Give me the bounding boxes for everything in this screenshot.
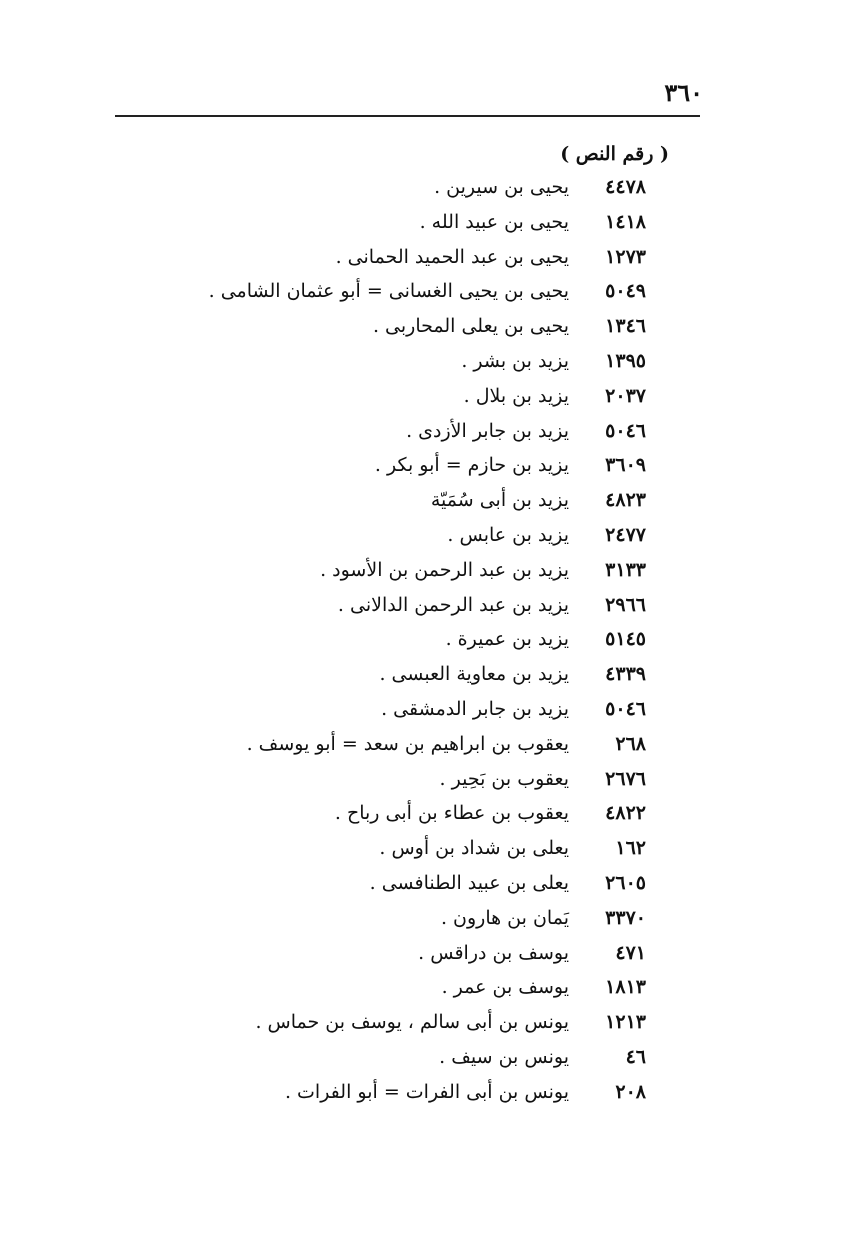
entry-text-number: ٢٠٨ [615, 1080, 646, 1103]
index-entry [0, 1040, 861, 1075]
entry-text-number: ٤٤٧٨ [605, 176, 646, 198]
entry-person-name: يحيى بن يحيى الغسانى = أبو عثمان الشامى . [208, 280, 569, 303]
index-entry [0, 727, 861, 762]
entry-text-number: ٢٠٣٧ [605, 384, 646, 407]
entry-text-number: ٤٨٢٣ [605, 489, 646, 512]
entry-person-name: يزيد بن بشر . [461, 349, 569, 372]
entry-text-number: ٤٣٣٩ [605, 663, 646, 686]
index-entry [0, 657, 861, 692]
entry-person-name: يوسف بن عمر . [441, 976, 569, 999]
entry-text-number: ١٦٢ [615, 837, 646, 860]
entry-text-number: ٢٩٦٦ [605, 593, 646, 616]
entry-text-number: ٢٦٨ [615, 732, 646, 755]
entry-person-name: يزيد بن عبد الرحمن بن الأسود . [320, 558, 569, 581]
entry-person-name: يعقوب بن بَحِير . [439, 767, 569, 790]
entry-person-name: يعلى بن عبيد الطنافسى . [369, 871, 569, 894]
entry-person-name: يزيد بن جابر الدمشقى . [381, 697, 569, 720]
entry-text-number: ٥٠٤٦ [605, 697, 646, 720]
index-entry [0, 274, 861, 309]
entry-text-number: ١٢١٣ [605, 1011, 646, 1034]
entry-person-name: يزيد بن حازم = أبو بكر . [374, 454, 569, 477]
index-entry [0, 309, 861, 344]
index-entry [0, 831, 861, 866]
entry-text-number: ٢٦٧٦ [605, 767, 646, 790]
index-entry [0, 344, 861, 379]
entry-text-number: ١٣٩٥ [605, 349, 646, 372]
entry-text-number: ٤٦ [625, 1045, 646, 1068]
index-entry [0, 553, 861, 588]
index-entry [0, 901, 861, 936]
entry-text-number: ٣٦٠٩ [605, 454, 646, 477]
index-entry [0, 1075, 861, 1110]
entry-person-name: يونس بن أبى سالم ، يوسف بن حماس . [255, 1011, 569, 1034]
entry-person-name: يزيد بن عابس . [447, 523, 569, 546]
index-entry [0, 518, 861, 553]
entry-person-name: يعقوب بن ابراهيم بن سعد = أبو يوسف . [246, 732, 569, 755]
entry-text-number: ٢٦٠٥ [605, 871, 646, 894]
entry-text-number: ٤٨٢٢ [605, 802, 646, 825]
entry-text-number: ٥٠٤٦ [605, 419, 646, 442]
entry-person-name: يزيد بن معاوية العبسى . [379, 663, 569, 686]
index-entry [0, 240, 861, 275]
entry-text-number: ١٤١٨ [605, 210, 646, 233]
header-rule [115, 115, 700, 117]
entry-person-name: يزيد بن أبى سُمَيّة [430, 489, 569, 512]
entry-text-number: ٢٤٧٧ [605, 523, 646, 546]
index-entry [0, 379, 861, 414]
entry-person-name: يزيد بن جابر الأزدى . [406, 419, 569, 442]
entry-text-number: ٣٣٧٠ [605, 906, 646, 929]
index-entry [0, 483, 861, 518]
index-entries-list [0, 170, 861, 1110]
entry-person-name: يعقوب بن عطاء بن أبى رباح . [334, 802, 569, 825]
entry-person-name: يَمان بن هارون . [440, 906, 569, 929]
entry-person-name: يزيد بن بلال . [463, 384, 569, 407]
entry-person-name: يزيد بن عميرة . [445, 628, 569, 651]
entry-text-number: ١٨١٣ [605, 976, 646, 999]
entry-text-number: ٣١٣٣ [605, 558, 646, 581]
index-entry [0, 936, 861, 971]
index-entry [0, 588, 861, 623]
index-entry [0, 448, 861, 483]
entry-text-number: ٥١٤٥ [605, 628, 646, 651]
entry-text-number: ٤٧١ [615, 941, 646, 964]
index-entry [0, 762, 861, 797]
index-entry [0, 622, 861, 657]
index-entry [0, 796, 861, 831]
index-entry [0, 205, 861, 240]
column-header-text-number: ( رقم النص ) [560, 143, 669, 165]
index-entry [0, 170, 861, 205]
entry-person-name: يحيى بن يعلى المحاربى . [372, 315, 569, 338]
entry-person-name: يعلى بن شداد بن أوس . [379, 837, 569, 860]
entry-person-name: يحيى بن عبيد الله . [419, 210, 569, 233]
entry-person-name: يحيى بن عبد الحميد الحمانى . [335, 245, 569, 268]
index-entry [0, 692, 861, 727]
entry-text-number: ١٢٧٣ [605, 245, 646, 268]
index-entry [0, 970, 861, 1005]
index-entry [0, 1005, 861, 1040]
index-entry [0, 866, 861, 901]
index-entry [0, 414, 861, 449]
entry-person-name: يوسف بن دراقس . [418, 941, 569, 964]
entry-person-name: يونس بن أبى الفرات = أبو الفرات . [284, 1080, 569, 1103]
entry-person-name: يزيد بن عبد الرحمن الدالانى . [337, 593, 569, 616]
page-number: ٣٦٠ [664, 78, 703, 107]
entry-text-number: ١٣٤٦ [605, 315, 646, 338]
entry-text-number: ٥٠٤٩ [605, 280, 646, 303]
entry-person-name: يونس بن سيف . [439, 1045, 569, 1068]
entry-person-name: يحيى بن سيرين . [434, 176, 569, 198]
